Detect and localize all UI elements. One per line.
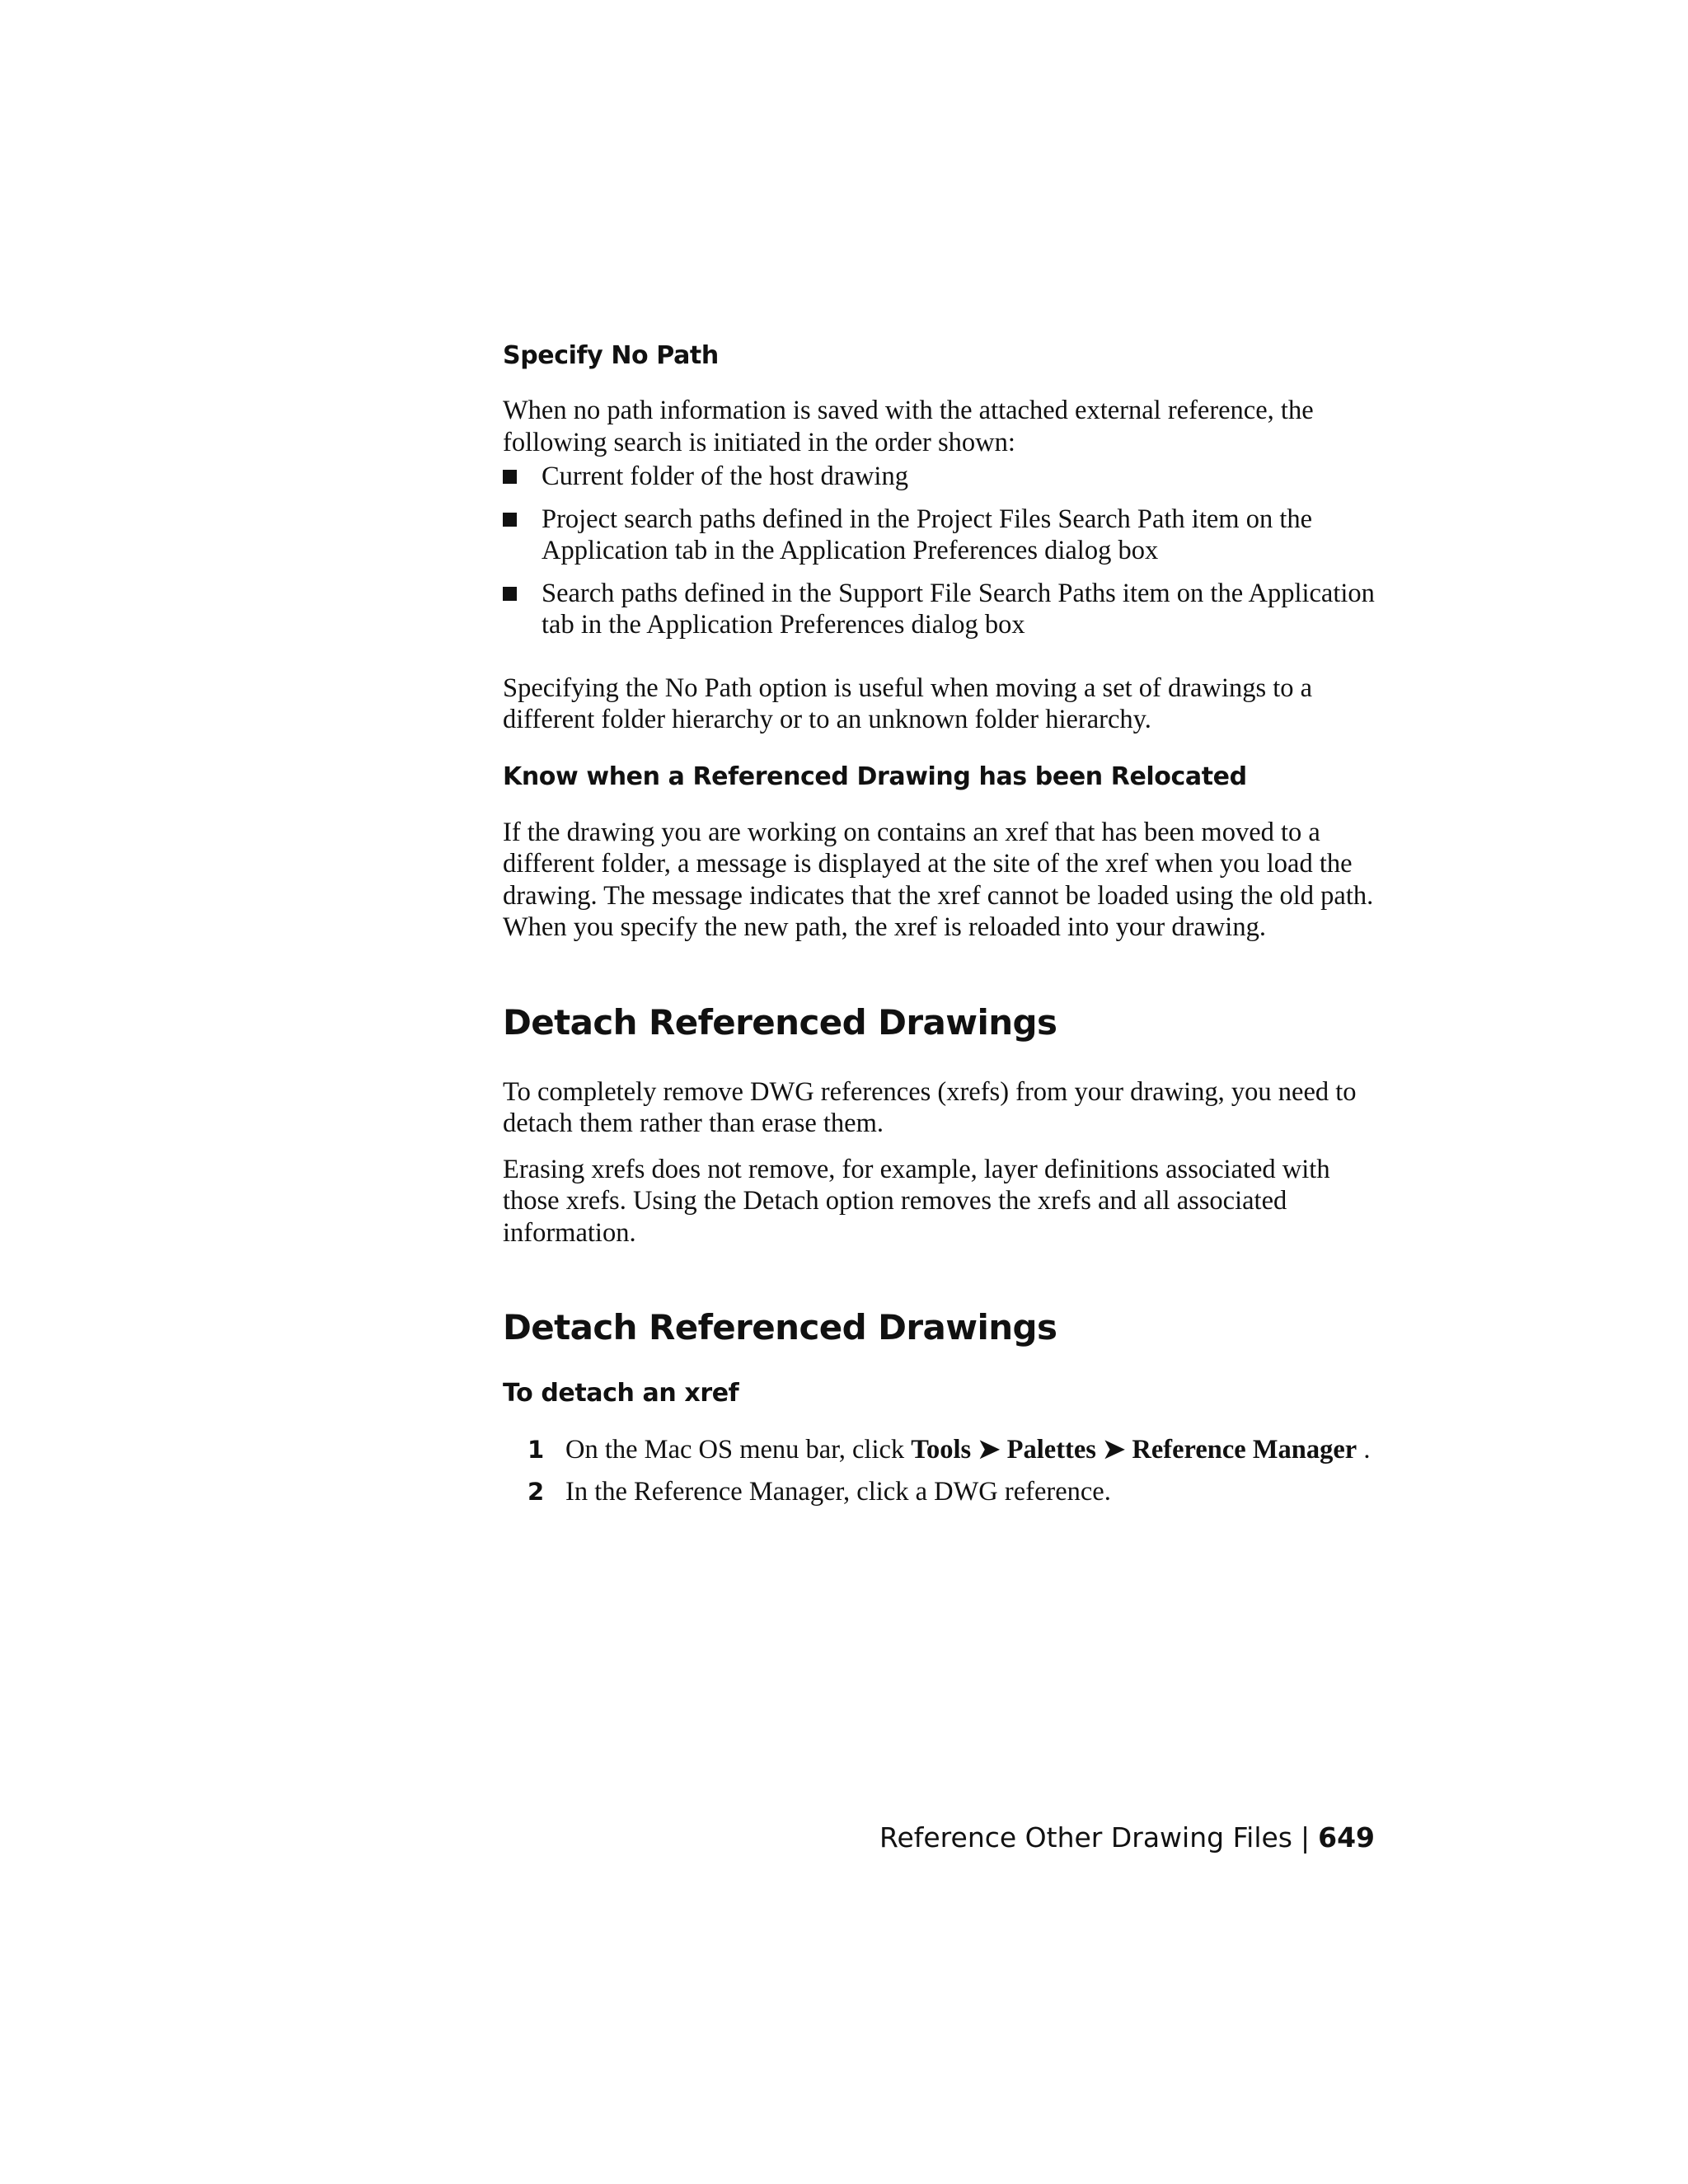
specify-no-path-intro: When no path information is saved with the attached external reference, the following search is initiated in the order shown: (503, 396, 1314, 457)
list-item (503, 504, 1389, 567)
step-number: 1 (528, 1436, 545, 1464)
square-bullet-icon (503, 587, 517, 601)
list-item (503, 461, 1389, 493)
list-item-text: Search paths defined in the Support File Search Paths item on the Application tab in the Application Preferences dialog box (542, 578, 1375, 640)
step-number: 2 (528, 1477, 545, 1506)
section-heading-specify-no-path: Specify No Path (503, 341, 719, 370)
page-number: 649 (1318, 1821, 1375, 1854)
page-footer (879, 1820, 1375, 1856)
section-heading-detach-procedure: Detach Referenced Drawings (503, 1307, 1057, 1347)
procedure-step (503, 1434, 1389, 1466)
footer-chapter-title: Reference Other Drawing Files (879, 1821, 1292, 1854)
section-heading-detach-overview: Detach Referenced Drawings (503, 1001, 1057, 1043)
procedure-step (503, 1476, 1389, 1508)
step-text-end: . (1357, 1435, 1371, 1465)
step-text: In the Reference Manager, click a DWG reference. (565, 1476, 1111, 1507)
square-bullet-icon (503, 470, 517, 484)
list-item (503, 578, 1389, 641)
section-heading-relocated: Know when a Referenced Drawing has been Relocated (503, 762, 1247, 791)
detach-overview-para-2: Erasing xrefs does not remove, for example, layer definitions associated with those xrefs. Using the Detach option removes the xrefs and all associated information. (503, 1154, 1330, 1248)
menu-path: Tools ➤ Palettes ➤ Reference Manager (911, 1435, 1357, 1465)
search-order-list (503, 461, 1389, 641)
procedure-subheading: To detach an xref (503, 1379, 739, 1408)
relocated-body: If the drawing you are working on contains an xref that has been moved to a different folder, a message is displayed at the site of the xref when you load the drawing. The message indicates that the xref cannot be loaded using the old path. When you specify the new path, the xref is reloaded into your drawing. (503, 817, 1374, 942)
footer-separator: | (1300, 1821, 1311, 1854)
list-item-text: Project search paths defined in the Project Files Search Path item on the Application tab in the Application Preferences dialog box (542, 504, 1313, 565)
detach-overview-para-1: To completely remove DWG references (xrefs) from your drawing, you need to detach them rather than erase them. (503, 1076, 1357, 1138)
list-item-text: Current folder of the host drawing (542, 462, 908, 491)
procedure-steps (503, 1434, 1389, 1507)
step-text: On the Mac OS menu bar, click (565, 1435, 912, 1465)
square-bullet-icon (503, 513, 517, 527)
specify-no-path-closing: Specifying the No Path option is useful when moving a set of drawings to a different folder hierarchy or to an unknown folder hierarchy. (503, 673, 1313, 734)
text-column (503, 340, 1389, 1507)
